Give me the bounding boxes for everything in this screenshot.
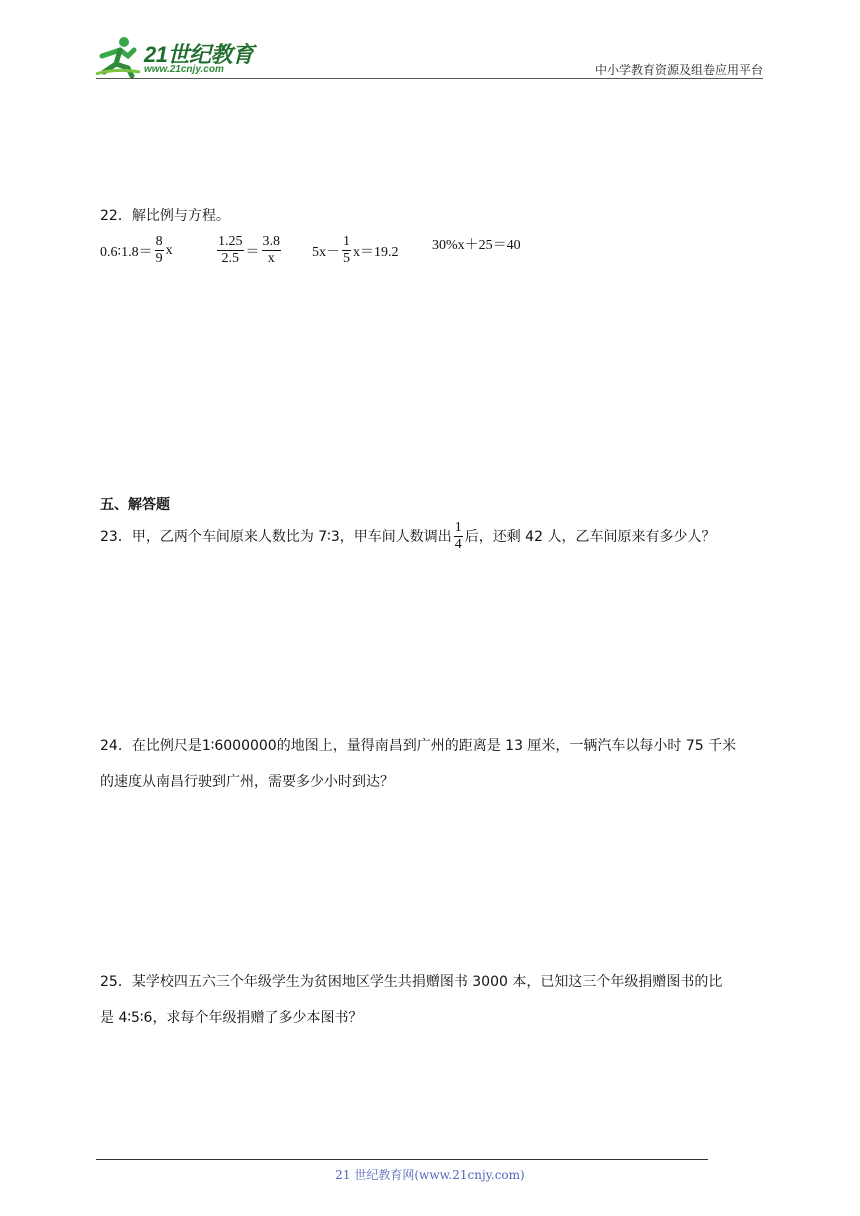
q24-line-2: 的速度从南昌行驶到广州，需要多少小时到达？ bbox=[100, 774, 394, 790]
q22-title: 22．解比例与方程。 bbox=[100, 208, 230, 224]
eq1-left: 0.6∶1.8＝ bbox=[100, 244, 153, 260]
eq1-right: x bbox=[165, 242, 173, 258]
q23-denominator: 4 bbox=[454, 537, 462, 552]
eq2-numerator-1: 1.25 bbox=[218, 234, 243, 249]
q23-before: 23．甲，乙两个车间原来人数比为 7∶3，甲车间人数调出 bbox=[100, 528, 452, 545]
q23-after: 后，还剩 42 人，乙车间原来有多少人？ bbox=[464, 528, 716, 545]
eq2-denominator-2: x bbox=[267, 251, 275, 266]
eq3-right: x＝19.2 bbox=[353, 244, 399, 260]
q22-equation-3 bbox=[312, 234, 399, 267]
logo-url: www.21cnjy.com bbox=[144, 64, 224, 75]
footer-divider bbox=[96, 1159, 708, 1160]
header-platform-text: 中小学教育资源及组卷应用平台 bbox=[594, 63, 763, 77]
eq1-numerator: 8 bbox=[155, 234, 163, 249]
q25-line-2: 是 4∶5∶6，求每个年级捐赠了多少本图书？ bbox=[100, 1010, 363, 1026]
q23-numerator: 1 bbox=[454, 520, 462, 535]
q25-line-1: 25．某学校四五六三个年级学生为贫困地区学生共捐赠图书 3000 本，已知这三个年级捐赠图书的比 bbox=[100, 974, 723, 990]
eq4-text: 30%x＋25＝40 bbox=[432, 238, 521, 253]
section-5-title: 五、解答题 bbox=[100, 497, 170, 513]
eq1-denominator: 9 bbox=[155, 251, 163, 266]
header-divider bbox=[96, 78, 763, 79]
eq3-fraction bbox=[342, 234, 351, 267]
q22-equation-4 bbox=[432, 234, 521, 254]
eq2-denominator-1: 2.5 bbox=[221, 251, 239, 266]
q24-line-1: 24．在比例尺是1∶6000000的地图上，量得南昌到广州的距离是 13 厘米，一辆汽车以每小时 75 千米 bbox=[100, 738, 737, 754]
q22-equation-1 bbox=[100, 234, 173, 267]
q23-text bbox=[100, 520, 715, 553]
eq3-denominator: 5 bbox=[343, 251, 350, 266]
eq2-fraction-1 bbox=[217, 234, 244, 267]
eq2-equals: ＝ bbox=[245, 244, 260, 260]
eq3-left: 5x－ bbox=[312, 244, 340, 260]
eq2-fraction-2 bbox=[262, 234, 282, 267]
eq3-numerator: 1 bbox=[343, 234, 350, 249]
q22-equation-2 bbox=[215, 234, 283, 267]
footer-text: 21 世纪教育网(www.21cnjy.com) bbox=[335, 1168, 525, 1182]
runner-icon bbox=[94, 34, 142, 78]
q23-fraction bbox=[454, 520, 463, 553]
logo-text: 21世纪教育 bbox=[144, 42, 254, 67]
eq1-fraction bbox=[155, 234, 164, 267]
logo bbox=[94, 34, 264, 78]
eq2-numerator-2: 3.8 bbox=[262, 234, 280, 249]
